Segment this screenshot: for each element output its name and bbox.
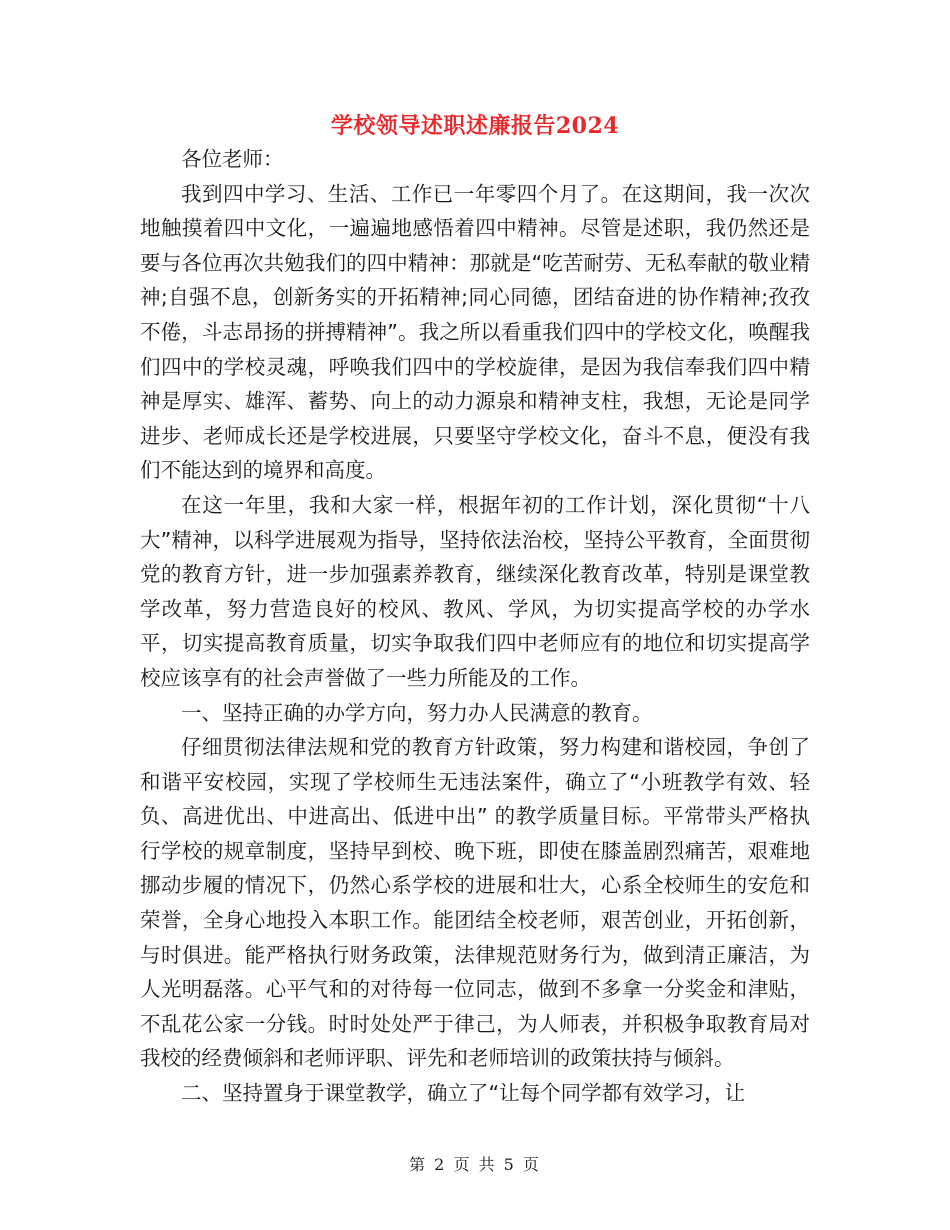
body-paragraph: 仔细贯彻法律法规和党的教育方针政策，努力构建和谐校园，争创了和谐平安校园，实现了学校师生无违法案件，确立了“小班教学有效、轻负、高进优出、中进高出、低进中出” 的教学质量目标。平常带头严格执行学校的规章制度，坚持早到校、晚下班，即使在膝盖剧烈痛苦，艰难地挪动步履的情况下，仍然心系学校的进展和壮大，心系全校师生的安危和荣誉，全身心地投入本职工作。能团结全校老师，艰苦创业，开拓创新，与时俱进。能严格执行财务政策，法律规范财务行为，做到清正廉洁，为人光明磊落。心平气和的对待每一位同志，做到不多拿一分奖金和津贴，不乱花公家一分钱。时时处处严于律己，为人师表，并积极争取教育局对我校的经费倾斜和老师评职、评先和老师培训的政策扶持与倾斜。: [140, 735, 810, 1071]
body-paragraph: 我到四中学习、生活、工作已一年零四个月了。在这期间，我一次次地触摸着四中文化，一遍遍地感悟着四中精神。尽管是述职，我仍然还是要与各位再次共勉我们的四中精神：那就是“吃苦耐劳、无私奉献的敬业精神;自强不息，创新务实的开拓精神;同心同德，团结奋进的协作精神;孜孜不倦，斗志昂扬的拼搏精神”。我之所以看重我们四中的学校文化，唤醒我们四中的学校灵魂，呼唤我们四中的学校旋律，是因为我信奉我们四中精神是厚实、雄浑、蓄势、向上的动力源泉和精神支柱，我想，无论是同学进步、老师成长还是学校进展，只要坚守学校文化，奋斗不息，便没有我们不能达到的境界和高度。: [140, 181, 810, 483]
page-number-footer: 第 2 页 共 5 页: [409, 1155, 541, 1174]
document-title: 学校领导述职述廉报告2024: [330, 113, 620, 139]
section-heading: 二、坚持置身于课堂教学，确立了“让每个同学都有效学习，让: [181, 1081, 746, 1106]
document-body: [140, 142, 810, 1111]
body-paragraph: 在这一年里，我和大家一样，根据年初的工作计划，深化贯彻“十八大”精神，以科学进展观为指导，坚持依法治校，坚持公平教育，全面贯彻党的教育方针，进一步加强素养教育，继续深化教育改革，特别是课堂教学改革，努力营造良好的校风、教风、学风，为切实提高学校的办学水平，切实提高教育质量，切实争取我们四中老师应有的地位和切实提高学校应该享有的社会声誉做了一些力所能及的工作。: [140, 492, 810, 690]
section-heading: 一、坚持正确的办学方向，努力办人民满意的教育。: [181, 700, 653, 725]
salutation-paragraph: 各位老师：: [181, 147, 284, 171]
